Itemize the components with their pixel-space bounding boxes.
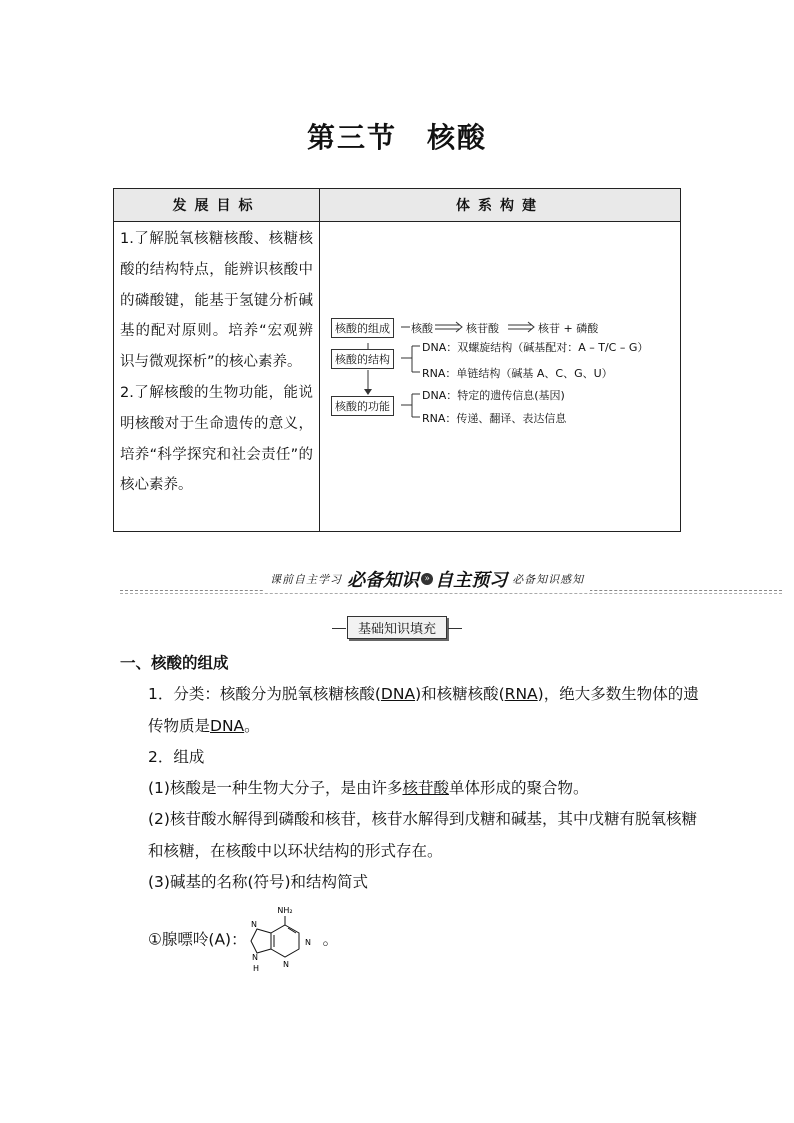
banner-right-label: 必备知识感知 bbox=[512, 573, 585, 586]
banner-left-label: 课前自主学习 bbox=[270, 573, 342, 586]
diagram-comp-nucleic-acid: 核酸 bbox=[411, 322, 433, 335]
paragraph-composition-title: 2．组成 bbox=[148, 748, 205, 766]
p1-text-a: 1．分类：核酸分为脱氧核糖核酸( bbox=[148, 685, 381, 703]
paragraph-hydrolysis: (2)核苷酸水解得到磷酸和核苷，核苷水解得到戊糖和碱基，其中戊糖有脱氧核糖和核糖，在核酸中以环状结构的形式存在。 bbox=[148, 810, 697, 860]
section-badge: 基础知识填充 bbox=[347, 616, 447, 639]
adenine-n-top-left: N bbox=[250, 920, 257, 929]
heading-composition: 一、核酸的组成 bbox=[120, 654, 229, 672]
goals-table bbox=[113, 188, 681, 532]
diagram-comp-nucleotide: 核苷酸 bbox=[466, 322, 499, 335]
adenine-h: H bbox=[252, 964, 259, 973]
p3-text-b: 单体形成的聚合物。 bbox=[448, 779, 589, 797]
title-section: 第三节 bbox=[306, 121, 397, 154]
diagram-box-structure: 核酸的结构 bbox=[331, 349, 394, 369]
adenine-structure-icon bbox=[247, 905, 323, 975]
framework-header: 体系构建 bbox=[320, 189, 681, 222]
diagram-box-function: 核酸的功能 bbox=[331, 396, 394, 416]
banner-divider-lower bbox=[120, 593, 782, 594]
section-banner bbox=[120, 566, 782, 596]
goals-header: 发展目标 bbox=[114, 189, 320, 222]
banner-arrow-icon: » bbox=[421, 573, 433, 585]
p1-text-c: )，绝大多数生物体的遗传物质是 bbox=[148, 685, 699, 735]
diagram-function-rna: RNA：传递、翻译、表达信息 bbox=[422, 412, 567, 425]
p3-text-a: (1)核酸是一种生物大分子，是由许多 bbox=[148, 779, 403, 797]
p1-text-d: 。 bbox=[244, 716, 260, 735]
goals-text bbox=[114, 222, 320, 532]
adenine-n-bottom: N bbox=[282, 960, 289, 969]
adenine-nh2: NH₂ bbox=[276, 906, 293, 915]
p1-answer-dna-2: DNA bbox=[210, 716, 245, 735]
diagram-structure-dna: DNA：双螺旋结构（碱基配对：A – T/C – G） bbox=[422, 341, 649, 354]
paragraph-bases: (3)碱基的名称(符号)和结构简式 bbox=[148, 873, 369, 891]
paragraph-polymer bbox=[120, 773, 708, 805]
adenine-period: 。 bbox=[322, 930, 339, 949]
badge-row bbox=[0, 616, 794, 639]
p1-answer-dna: DNA bbox=[380, 685, 416, 703]
banner-main-1: 必备知识 bbox=[347, 570, 420, 591]
framework-diagram bbox=[320, 222, 681, 532]
paragraph-classification bbox=[120, 679, 708, 742]
title-topic: 核酸 bbox=[427, 121, 488, 154]
p1-text-b: )和核糖核酸( bbox=[415, 685, 505, 703]
diagram-function-dna: DNA：特定的遗传信息(基因) bbox=[422, 389, 565, 402]
paragraph-adenine bbox=[120, 905, 708, 975]
banner-content bbox=[264, 566, 590, 592]
adenine-n-right: N bbox=[304, 938, 311, 947]
goals-text-content: 1.了解脱氧核糖核酸、核糖核酸的结构特点，能辨识核酸中的磷酸键，能基于氢键分析碱基的配对原则。培养“宏观辨识与微观探析”的核心素养。 2.了解核酸的生物功能，能说明核酸对于生命遗传的意义，培养“科学探究和社会责任”的核心素养。 bbox=[120, 231, 313, 494]
diagram-comp-nucleoside: 核苷 + 磷酸 bbox=[538, 322, 599, 335]
p3-answer: 核苷酸 bbox=[402, 779, 449, 797]
banner-main-2: 自主预习 bbox=[435, 570, 508, 591]
diagram-structure-rna: RNA：单链结构（碱基 A、C、G、U） bbox=[422, 367, 613, 380]
adenine-n-bottom-left: N bbox=[251, 953, 258, 962]
page-title bbox=[0, 116, 794, 156]
p1-answer-rna: RNA bbox=[504, 685, 538, 703]
diagram-box-composition: 核酸的组成 bbox=[331, 318, 394, 338]
adenine-label: ①腺嘌呤(A)： bbox=[148, 930, 247, 949]
